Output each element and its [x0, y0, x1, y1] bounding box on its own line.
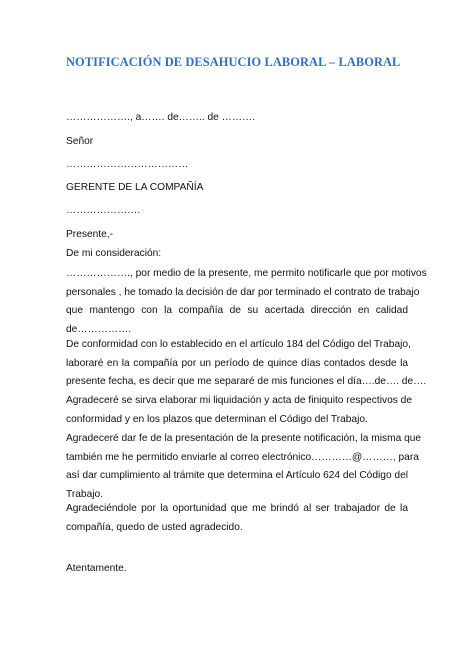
paragraph-row: de……………. [66, 323, 132, 335]
paragraph-row: que mantengo con la compañía de su acertada dirección en calidad [66, 305, 408, 317]
date-line: ………………., a……. de…….. de ………. [66, 112, 256, 123]
paragraph-article-184 [66, 336, 427, 392]
recipient-name-blank: ……………………………… [66, 159, 189, 170]
paragraph-row: conformidad y en los plazos que determinan el Código del Trabajo. [66, 413, 368, 425]
paragraph-row: ………………., por medio de la presente, me permito notificarle que por motivos [66, 268, 427, 279]
closing-line: Atentamente. [66, 563, 127, 574]
document-title: NOTIFICACIÓN DE DESAHUCIO LABORAL – LABORAL [66, 55, 401, 69]
presente-line: Presente,- [66, 229, 113, 240]
paragraph-notification [66, 265, 427, 339]
paragraph-row: De conformidad con lo establecido en el artículo 184 del Código del Trabajo, [66, 339, 411, 350]
paragraph-row: laboraré en la compañía por un período de quince días contados desde la [66, 357, 408, 369]
company-name-blank: …………………. [66, 205, 141, 216]
paragraph-row: Agradeceré se sirva elaborar mi liquidación y acta de finiquito respectivos de [66, 395, 412, 406]
paragraph-row: personales , he tomado la decisión de dar por terminado el contrato de trabajo [66, 286, 420, 298]
paragraph-row: Agradeciéndole por la oportunidad que me brindó al ser trabajador de la [66, 503, 408, 514]
paragraph-row: Trabajo. [66, 488, 103, 500]
paragraph-row: compañía, quedo de usted agradecido. [66, 521, 243, 533]
salutation-to: Señor [66, 136, 94, 147]
greeting-line: De mi consideración: [66, 248, 162, 259]
paragraph-row: también me he permitido enviarle al correo electrónico…………@………, para [66, 451, 419, 463]
paragraph-row: presente fecha, es decir que me separaré de mis funciones el día….de…. de…. [66, 376, 427, 388]
paragraph-email-notice [66, 430, 422, 504]
paragraph-row: Agradeceré dar fe de la presentación de la presente notificación, la misma que [66, 433, 422, 444]
recipient-position: GERENTE DE LA COMPAÑÍA [66, 182, 204, 193]
paragraph-gratitude [66, 500, 408, 537]
paragraph-row: así dar cumplimiento al trámite que determina el Artículo 624 del Código del [66, 470, 409, 482]
paragraph-liquidation [66, 392, 412, 429]
